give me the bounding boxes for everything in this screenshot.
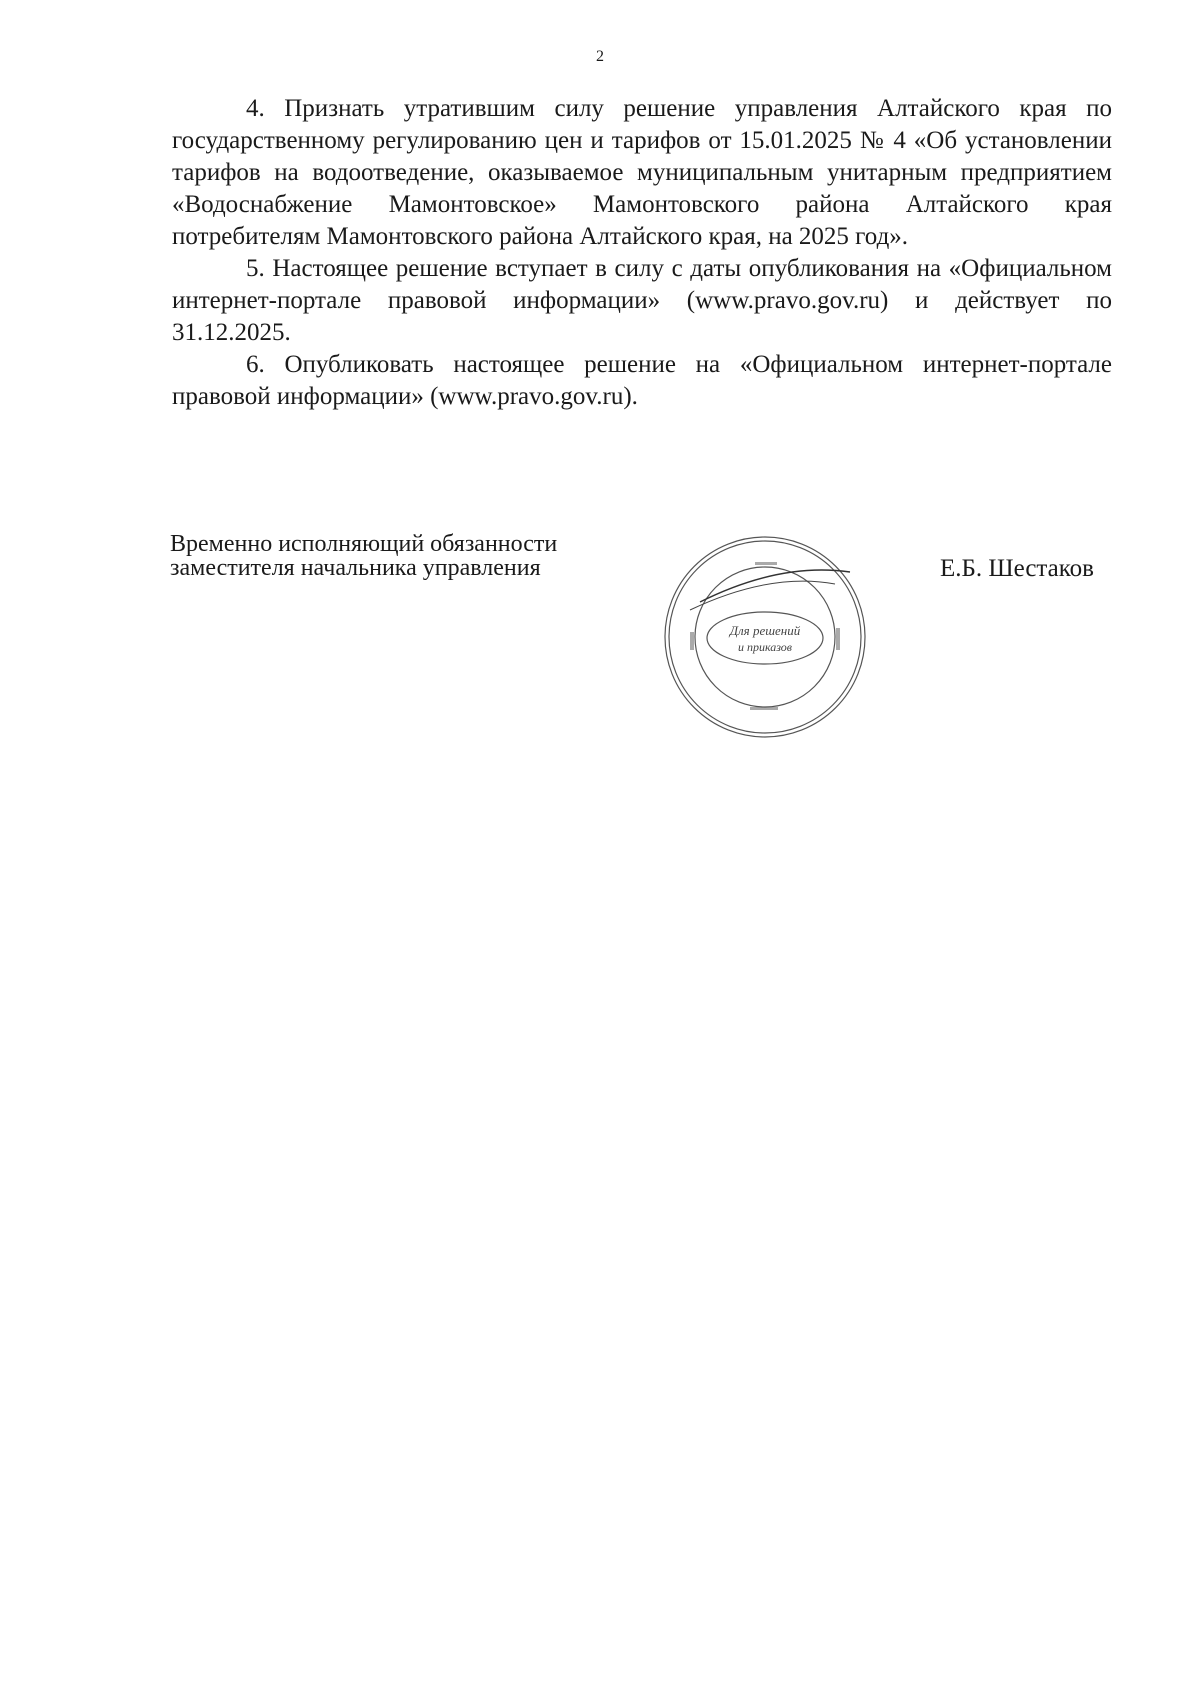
- paragraph-4: 4. Признать утратившим силу решение управления Алтайского края по государственному регулированию цен и тарифов от 15.01.2025 № 4 «Об установлении тарифов на водоотведение, оказываемое муниципальным унитарным предприятием «Водоснабжение Мамонтовское» Мамонтовского района Алтайского края потребителям Мамонтовского района Алтайского края, на 2025 год».: [172, 95, 1112, 250]
- page-number: 2: [596, 48, 604, 65]
- signature-position: [170, 532, 557, 580]
- stamp-center-line2: и приказов: [737, 640, 793, 654]
- signature-position-line1: Временно исполняющий обязанности: [170, 531, 558, 557]
- paragraph-6: 6. Опубликовать настоящее решение на «Официальном интернет-портале правовой информации» (www.pravo.gov.ru).: [172, 351, 1112, 410]
- signer-name: Е.Б. Шестаков: [940, 555, 1094, 582]
- signature-position-line2: заместителя начальника управления: [170, 555, 541, 581]
- document-body: [172, 93, 1112, 413]
- official-stamp: [660, 532, 870, 742]
- paragraph-5: 5. Настоящее решение вступает в силу с даты опубликования на «Официальном интернет-портале правовой информации» (www.pravo.gov.ru) и действует по 31.12.2025.: [172, 255, 1112, 346]
- stamp-center-line1: Для решений: [729, 623, 801, 638]
